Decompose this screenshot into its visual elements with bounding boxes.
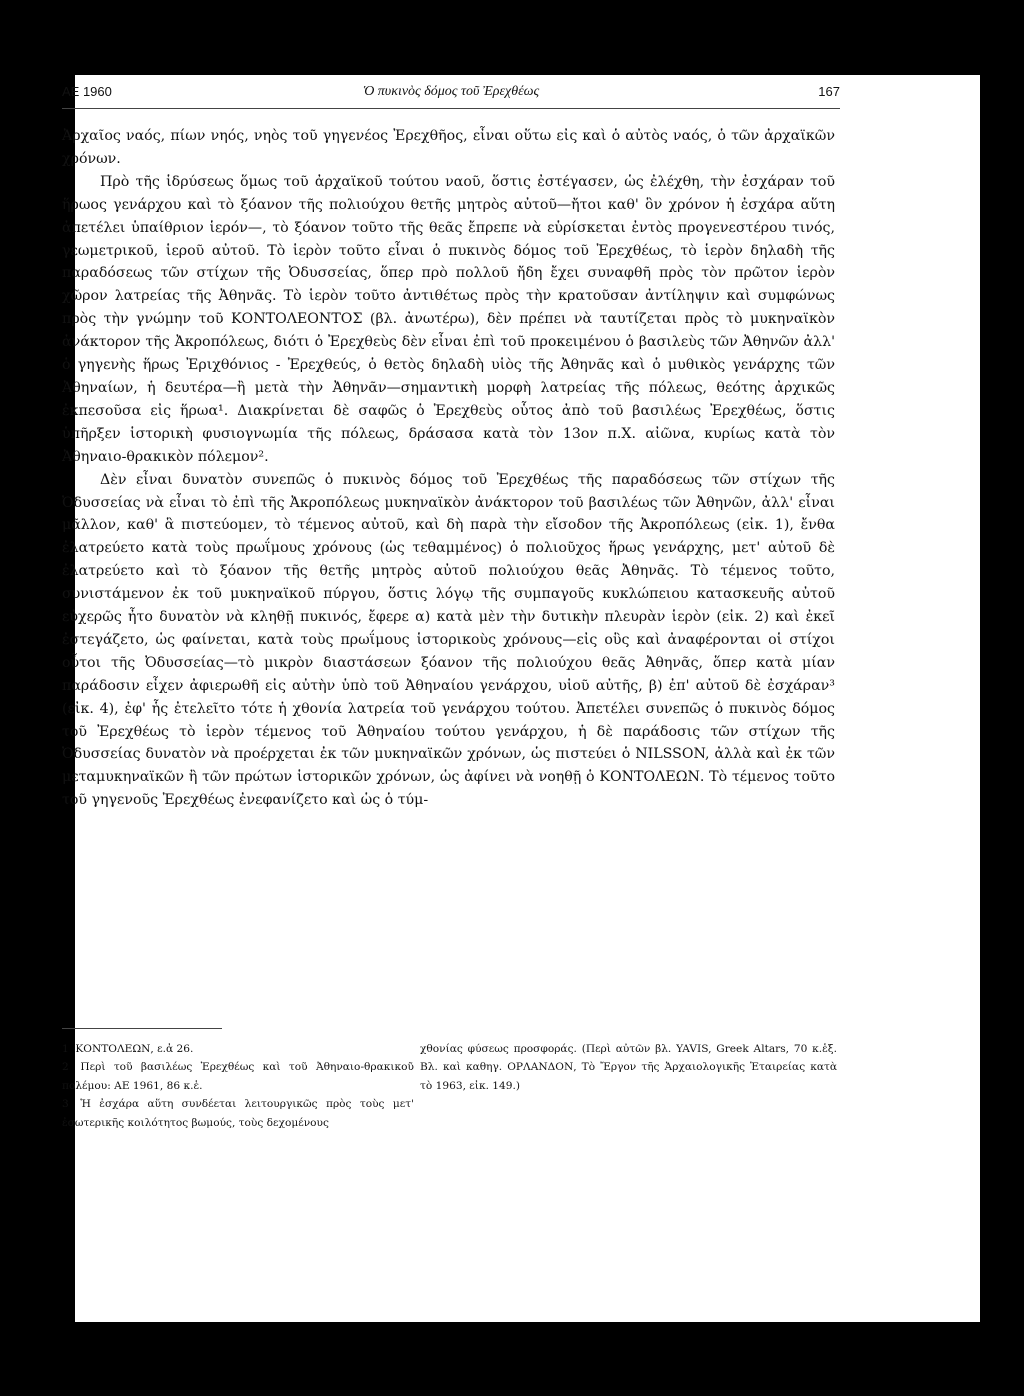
- footnote-3-number: 3: [62, 1098, 69, 1111]
- paragraph-2: Πρὸ τῆς ἱδρύσεως ὅμως τοῦ ἀρχαϊκοῦ τούτου ναοῦ, ὅστις ἐστέγασεν, ὡς ἐλέχθη, τὴν ἐσχάραν τοῦ ἥρωος γενάρχου καὶ τὸ ξόανον τῆς πολιούχου θετῆς μητρὸς αὐτοῦ—ἤτοι καθ' ὃν χρόνον ἡ ἐσχάρα αὕτη ἀπετέλει ὑπαίθριον ἱερόν—, τὸ ξόανον τοῦτο τῆς θεᾶς ἔπρεπε νὰ εὑρίσκεται ἐντὸς προγενεστέρου τινός, γεωμετρικοῦ, ἱεροῦ αὐτοῦ. Τὸ ἱερὸν τοῦτο εἶναι ὁ πυκινὸς δόμος τοῦ Ἐρεχθέως, τὸ ἱερὸν δηλαδὴ τῆς παραδόσεως τῶν στίχων τῆς Ὀδυσσείας, ὅπερ πρὸ πολλοῦ ἤδη ἔχει συναφθῆ πρὸς τὸν πρῶτον ἱερὸν χῶρον λατρείας τῆς Ἀθηνᾶς. Τὸ ἱερὸν τοῦτο ἀντιθέτως πρὸς τὴν κρατοῦσαν ἀντίληψιν καὶ συμφώνως πρὸς τὴν γνώμην τοῦ ΚΟΝΤΟΛΕΟΝΤΟΣ (βλ. ἀνωτέρω), δὲν πρέπει νὰ ταυτίζεται πρὸς τὸ μυκηναϊκὸν ἀνάκτορον τῆς Ἀκροπόλεως, διότι ὁ Ἐρεχθεὺς δὲν εἶναι ἐπὶ τοῦ προκειμένου ὁ βασιλεὺς τῶν Ἀθηνῶν ἀλλ' ὁ γηγενὴς ἥρως Ἐριχθόνιος - Ἐρεχθεύς, ὁ θετὸς δηλαδὴ υἱὸς τῆς Ἀθηνᾶς καὶ ὁ μυθικὸς γενάρχης τῶν Ἀθηναίων, ἡ δευτέρα—ἢ μετὰ τὴν Ἀθηνᾶν—σημαντικὴ μορφὴ λατρείας τῆς πόλεως, θεότης ἀρχικῶς ἐκπεσοῦσα εἰς ἥρωα¹. Διακρίνεται δὲ σαφῶς ὁ Ἐρεχθεὺς οὗτος ἀπὸ τοῦ βασιλέως Ἐρεχθέως, ὅστις ὑπῆρξεν ἱστορικὴ φυσιογνωμία τῆς πόλεως, δράσασα κατὰ τὸν 13ον π.Χ. αἰῶνα, κυρίως κατὰ τὸν Ἀθηναιο-θρακικὸν πόλεμον².: [62, 173, 835, 465]
- paragraph-1: Ἀρχαῖος ναός, πίων νηός, νηὸς τοῦ γηγενέος Ἐρεχθῆος, εἶναι οὕτω εἰς καὶ ὁ αὐτὸς ναός, ὁ τῶν ἀρχαϊκῶν χρόνων.: [62, 128, 835, 167]
- running-header: [62, 84, 840, 108]
- footnote-rule: [62, 1028, 222, 1029]
- footnote-1-text: ΚΟΝΤΟΛΕΩΝ, ε.ἀ 26.: [75, 1043, 194, 1055]
- page-number: 167: [818, 84, 840, 99]
- footnote-3-continuation: χθονίας φύσεως προσφοράς. (Περὶ αὐτῶν βλ. YAVIS, Greek Altars, 70 κ.ἑξ. Βλ. καὶ καθηγ. ΟΡΛΑΝΔΟΝ, Τὸ Ἔργον τῆς Ἀρχαιολογικῆς Ἑταιρείας κατὰ τὸ 1963, εἰκ. 149.): [420, 1043, 837, 1092]
- paragraph-3: Δὲν εἶναι δυνατὸν συνεπῶς ὁ πυκινὸς δόμος τοῦ Ἐρεχθέως τῆς παραδόσεως τῶν στίχων τῆς Ὀδυσσείας νὰ εἶναι τὸ ἐπὶ τῆς Ἀκροπόλεως μυκηναϊκὸν ἀνάκτορον τοῦ βασιλέως τῶν Ἀθηνῶν, ἀλλ' εἶναι μᾶλλον, καθ' ἃ πιστεύομεν, τὸ τέμενος αὐτοῦ, καὶ δὴ παρὰ τὴν εἴσοδον τῆς Ἀκροπόλεως (εἰκ. 1), ἔνθα ἐλατρεύετο κατὰ τοὺς πρωΐμους χρόνους (ὡς τεθαμμένος) ὁ πολιοῦχος ἥρως γενάρχης, μετ' αὐτοῦ δὲ ἐλατρεύετο καὶ τὸ ξόανον τῆς θετῆς μητρὸς αὐτοῦ πολιούχου θεᾶς Ἀθηνᾶς. Τὸ τέμενος τοῦτο, συνιστάμενον ἐκ τοῦ μυκηναϊκοῦ πύργου, ὅστις λόγῳ τῆς συμπαγοῦς κυκλώπειου κατασκευῆς αὐτοῦ εὐχερῶς ἦτο δυνατὸν νὰ κληθῇ πυκινός, ἔφερε α) κατὰ μὲν τὴν δυτικὴν πλευρὰν ἱερὸν (εἰκ. 2) καὶ ἐκεῖ ἐστεγάζετο, ὡς φαίνεται, κατὰ τοὺς πρωΐμους ἱστορικοὺς χρόνους—εἰς οὓς καὶ ἀναφέρονται οἱ στίχοι οὗτοι τῆς Ὀδυσσείας—τὸ μικρὸν διαστάσεων ξόανον τῆς πολιούχου θεᾶς Ἀθηνᾶς, ὅπερ κατὰ μίαν παράδοσιν εἶχεν ἀφιερωθῆ εἰς αὐτὴν ὑπὸ τοῦ Ἀθηναίου γενάρχου, υἱοῦ αὐτῆς, β) ἐπ' αὐτοῦ δὲ ἐσχάραν³ (εἰκ. 4), ἐφ' ἧς ἐτελεῖτο τότε ἡ χθονία λατρεία τοῦ γενάρχου τούτου. Ἀπετέλει συνεπῶς ὁ πυκινὸς δόμος τοῦ Ἐρεχθέως τὸ ἱερὸν τέμενος τοῦ Ἀθηναίου τούτου γενάρχου, ἡ δὲ παράδοσις τῶν στίχων τῆς Ὀδυσσείας δυνατὸν νὰ προέρχεται ἐκ τῶν μυκηναϊκῶν χρόνων, ὡς πιστεύει ὁ NILSSON, ἀλλὰ καὶ ἐκ τῶν μεταμυκηναϊκῶν ἢ τῶν πρώτων ἱστορικῶν χρόνων, ὡς ἀφίνει νὰ νοηθῇ ὁ ΚΟΝΤΟΛΕΩΝ. Τὸ τέμενος τοῦτο τοῦ γηγενοῦς Ἐρεχθέως ἐνεφανίζετο καὶ ὡς ὁ τύμ-: [62, 471, 835, 809]
- footnotes-right-column: [420, 1040, 837, 1095]
- footnote-2: [62, 1058, 414, 1095]
- header-rule: [62, 108, 840, 109]
- footnote-2-number: 2: [62, 1061, 69, 1074]
- footnotes-left-column: [62, 1040, 414, 1132]
- main-text: [62, 125, 835, 812]
- journal-abbreviation: ΑΕ 1960: [62, 84, 112, 99]
- footnote-1: [62, 1040, 414, 1058]
- footnote-3: [62, 1095, 414, 1132]
- footnote-1-number: 1: [62, 1043, 69, 1055]
- footnote-2-text: Περὶ τοῦ βασιλέως Ἐρεχθέως καὶ τοῦ Ἀθηναιο-θρακικοῦ πολέμου: ΑΕ 1961, 86 κ.ἑ.: [62, 1061, 414, 1092]
- running-title: Ὁ πυκινὸς δόμος τοῦ Ἐρεχθέως: [362, 84, 540, 99]
- footnote-3-text: Ἡ ἐσχάρα αὕτη συνδέεται λειτουργικῶς πρὸς τοὺς μετ' ἐσωτερικῆς κοιλότητος βωμούς, τοὺς δεχομένους: [62, 1098, 414, 1129]
